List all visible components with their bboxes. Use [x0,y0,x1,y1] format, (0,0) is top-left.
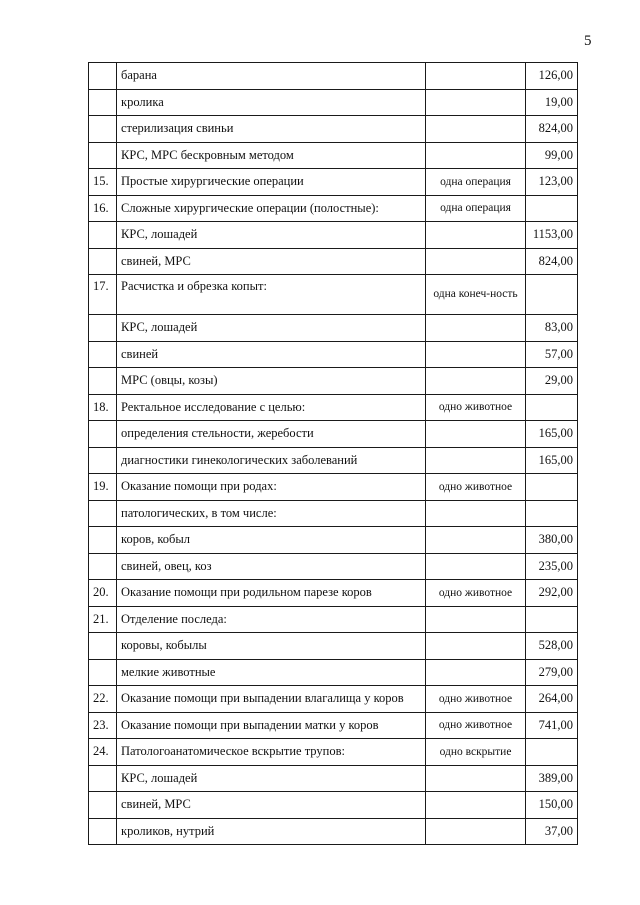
service-name-cell: Оказание помощи при выпадении влагалища у коров [117,686,426,713]
service-name-cell: свиней [117,341,426,368]
table-row [89,315,578,342]
unit-cell [426,553,526,580]
table-row [89,474,578,501]
item-number-cell [89,765,117,792]
unit-cell [426,606,526,633]
table-body [89,63,578,845]
price-cell: 37,00 [526,818,578,845]
service-name-cell: диагностики гинекологических заболеваний [117,447,426,474]
price-cell: 292,00 [526,580,578,607]
item-number-cell [89,142,117,169]
service-name-cell: Оказание помощи при родильном парезе коров [117,580,426,607]
price-cell: 528,00 [526,633,578,660]
price-cell: 279,00 [526,659,578,686]
price-cell: 126,00 [526,63,578,90]
item-number-cell [89,421,117,448]
service-name-cell: определения стельности, жеребости [117,421,426,448]
item-number-cell: 24. [89,739,117,766]
item-number-cell [89,315,117,342]
price-cell: 83,00 [526,315,578,342]
price-cell [526,606,578,633]
service-name-cell: свиней, МРС [117,248,426,275]
service-name-cell: Оказание помощи при родах: [117,474,426,501]
item-number-cell [89,63,117,90]
service-name-cell: свиней, овец, коз [117,553,426,580]
price-cell: 380,00 [526,527,578,554]
table-row [89,739,578,766]
item-number-cell [89,248,117,275]
item-number-cell [89,633,117,660]
item-number-cell [89,553,117,580]
table-row [89,818,578,845]
item-number-cell: 15. [89,169,117,196]
table-row [89,248,578,275]
table-row [89,341,578,368]
unit-cell [426,63,526,90]
service-name-cell: стерилизация свиньи [117,116,426,143]
table-row [89,527,578,554]
item-number-cell: 17. [89,275,117,315]
price-cell: 99,00 [526,142,578,169]
table-row [89,553,578,580]
price-cell: 741,00 [526,712,578,739]
unit-cell [426,315,526,342]
unit-cell [426,89,526,116]
service-name-cell: Ректальное исследование с целью: [117,394,426,421]
service-name-cell: патологических, в том числе: [117,500,426,527]
item-number-cell [89,222,117,249]
item-number-cell [89,89,117,116]
item-number-cell [89,368,117,395]
price-cell [526,500,578,527]
unit-cell: одно животное [426,712,526,739]
price-cell [526,474,578,501]
table-row [89,447,578,474]
price-cell: 264,00 [526,686,578,713]
item-number-cell [89,447,117,474]
unit-cell [426,142,526,169]
item-number-cell: 18. [89,394,117,421]
table-row [89,686,578,713]
service-name-cell: барана [117,63,426,90]
service-name-cell: Отделение последа: [117,606,426,633]
table-row [89,500,578,527]
table-row [89,792,578,819]
table-row [89,394,578,421]
unit-cell [426,792,526,819]
price-cell: 57,00 [526,341,578,368]
table-row [89,606,578,633]
price-cell: 165,00 [526,447,578,474]
table-row [89,63,578,90]
item-number-cell [89,341,117,368]
price-cell: 165,00 [526,421,578,448]
table-row [89,765,578,792]
item-number-cell: 21. [89,606,117,633]
service-name-cell: кролика [117,89,426,116]
item-number-cell: 23. [89,712,117,739]
unit-cell [426,116,526,143]
service-name-cell: Патологоанатомическое вскрытие трупов: [117,739,426,766]
service-name-cell: коров, кобыл [117,527,426,554]
service-name-cell: КРС, лошадей [117,315,426,342]
table-row [89,195,578,222]
unit-cell [426,248,526,275]
unit-cell [426,421,526,448]
table-row [89,633,578,660]
service-name-cell: мелкие животные [117,659,426,686]
table-row [89,169,578,196]
table-row [89,659,578,686]
table-row [89,89,578,116]
item-number-cell [89,116,117,143]
service-name-cell: КРС, лошадей [117,222,426,249]
price-cell: 1153,00 [526,222,578,249]
price-cell: 150,00 [526,792,578,819]
unit-cell: одно животное [426,394,526,421]
table-row [89,275,578,315]
service-name-cell: КРС, МРС бескровным методом [117,142,426,169]
service-name-cell: МРС (овцы, козы) [117,368,426,395]
unit-cell [426,368,526,395]
service-name-cell: Сложные хирургические операции (полостные): [117,195,426,222]
unit-cell: одна операция [426,195,526,222]
price-cell [526,394,578,421]
item-number-cell [89,500,117,527]
table-row [89,142,578,169]
unit-cell [426,633,526,660]
item-number-cell [89,527,117,554]
page-number: 5 [584,33,592,49]
unit-cell [426,341,526,368]
unit-cell [426,818,526,845]
unit-cell [426,447,526,474]
service-name-cell: кроликов, нутрий [117,818,426,845]
table-row [89,580,578,607]
unit-cell: одно животное [426,686,526,713]
price-cell: 824,00 [526,116,578,143]
price-cell: 19,00 [526,89,578,116]
unit-cell [426,527,526,554]
unit-cell [426,765,526,792]
unit-cell [426,500,526,527]
item-number-cell [89,792,117,819]
table-row [89,116,578,143]
price-cell: 123,00 [526,169,578,196]
price-cell: 235,00 [526,553,578,580]
unit-cell: одно животное [426,580,526,607]
table-row [89,421,578,448]
price-cell: 824,00 [526,248,578,275]
service-name-cell: свиней, МРС [117,792,426,819]
price-cell: 389,00 [526,765,578,792]
price-cell: 29,00 [526,368,578,395]
table-row [89,222,578,249]
unit-cell: одно животное [426,474,526,501]
item-number-cell: 22. [89,686,117,713]
price-table [88,62,578,845]
item-number-cell: 19. [89,474,117,501]
unit-cell: одна конеч-ность [426,275,526,315]
price-cell [526,195,578,222]
unit-cell: одна операция [426,169,526,196]
unit-cell [426,659,526,686]
service-name-cell: КРС, лошадей [117,765,426,792]
service-name-cell: Оказание помощи при выпадении матки у коров [117,712,426,739]
price-cell [526,275,578,315]
unit-cell: одно вскрытие [426,739,526,766]
item-number-cell [89,818,117,845]
price-cell [526,739,578,766]
service-name-cell: коровы, кобылы [117,633,426,660]
service-name-cell: Простые хирургические операции [117,169,426,196]
item-number-cell [89,659,117,686]
item-number-cell: 16. [89,195,117,222]
service-name-cell: Расчистка и обрезка копыт: [117,275,426,315]
table-row [89,712,578,739]
item-number-cell: 20. [89,580,117,607]
table-row [89,368,578,395]
unit-cell [426,222,526,249]
